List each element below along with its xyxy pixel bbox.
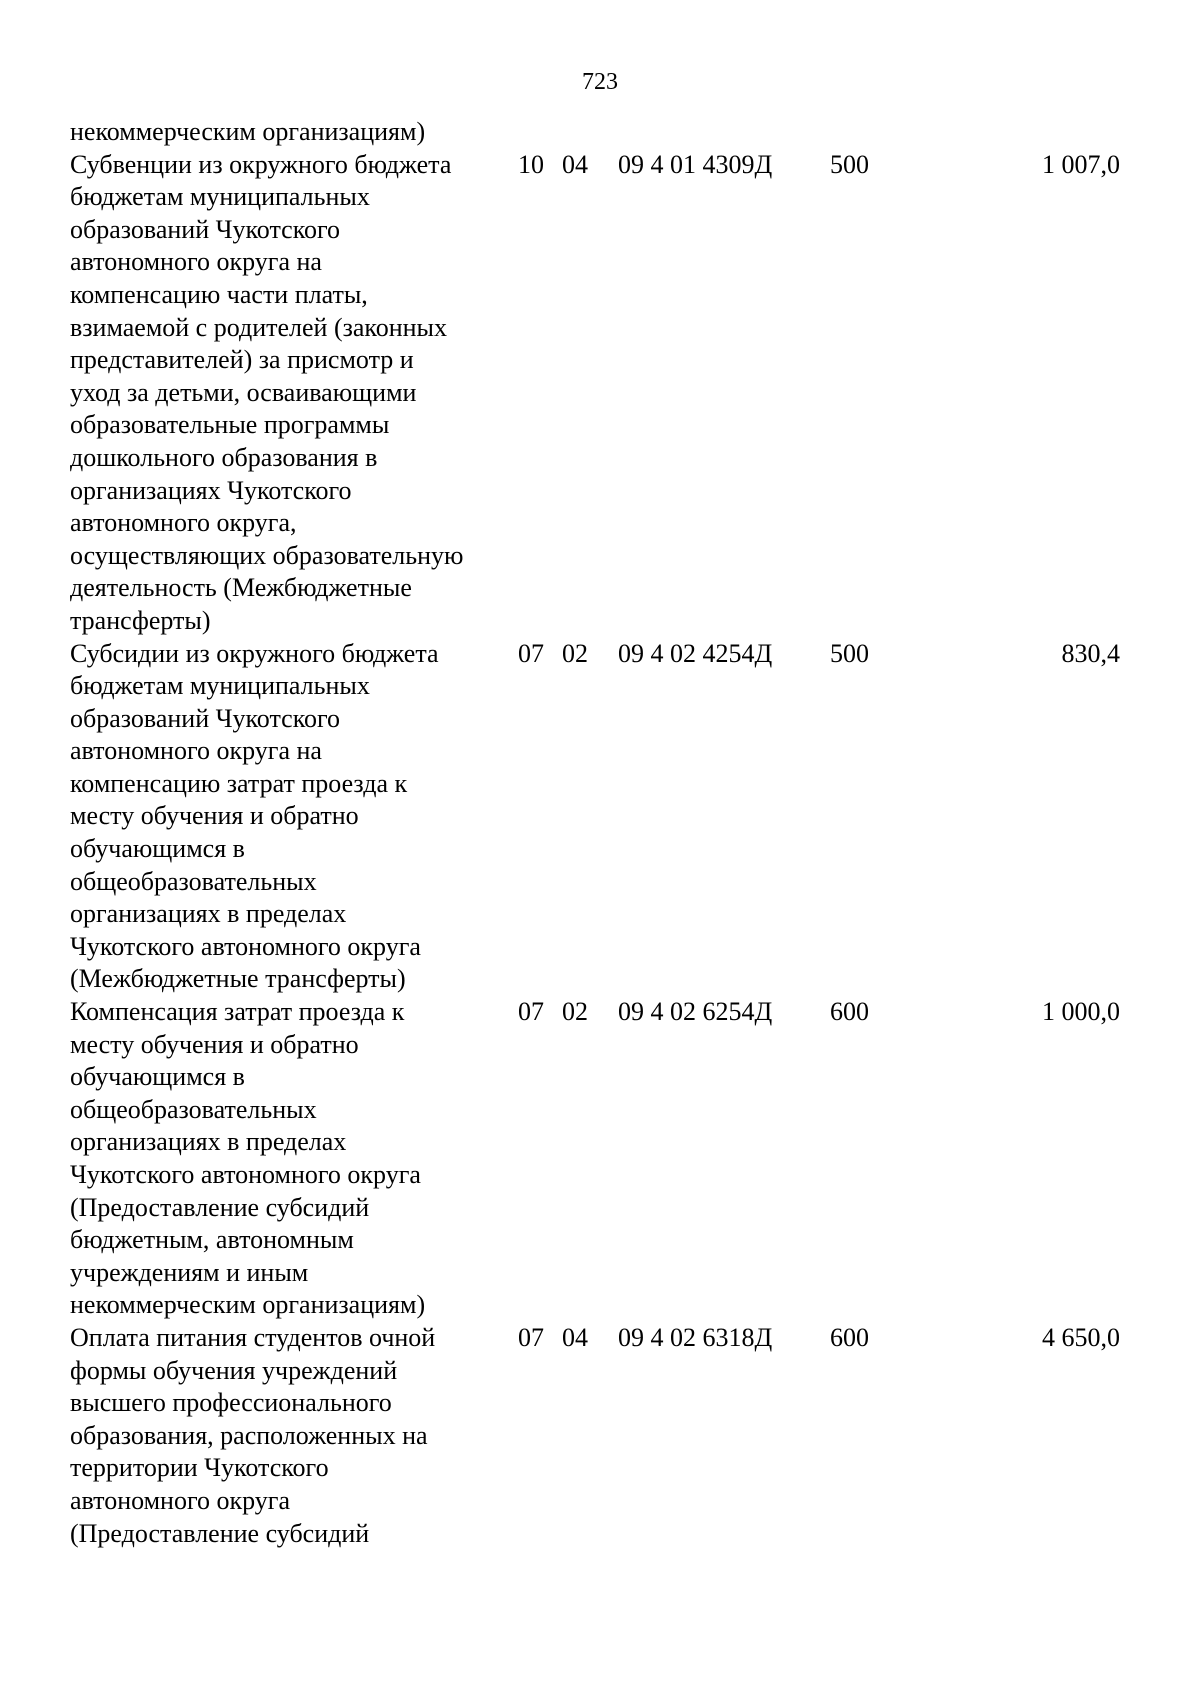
table-row [70,149,1120,638]
table-row [70,1322,1120,1550]
row-target-code: 09 4 02 4254Д [618,638,773,668]
row-description: Субсидии из окружного бюджета бюджетам муниципальных образований Чукотского автономного округа на компенсацию затрат проезда к месту обучения и обратно обучающимся в общеобразовательных организациях в пределах Чукотского автономного округа (Межбюджетные трансферты) [70,638,439,994]
row-subsection: 02 [562,997,588,1027]
row-subsection: 02 [562,638,588,668]
row-expense-kind: 600 [830,997,869,1027]
row-subsection: 04 [562,149,588,179]
row-amount: 4 650,0 [1042,1322,1120,1352]
row-description: Субвенции из окружного бюджета бюджетам муниципальных образований Чукотского автономного округа на компенсацию части платы, взимаемой с родителей (законных представителей) за присмотр и уход за детьми, осваивающими образовательные программы дошкольного образования в организациях Чукотского автономного округа, осуществляющих образовательную деятельность (Межбюджетные трансферты) [70,149,464,635]
row-amount: 1 007,0 [1042,149,1120,179]
row-section: 07 [518,997,544,1027]
row-subsection: 04 [562,1322,588,1352]
row-target-code: 09 4 01 4309Д [618,149,773,179]
table-row [70,116,1120,149]
row-target-code: 09 4 02 6318Д [618,1322,773,1352]
page-number: 723 [582,69,618,95]
row-amount: 1 000,0 [1042,997,1120,1027]
row-section: 10 [518,149,544,179]
row-expense-kind: 600 [830,1322,869,1352]
row-target-code: 09 4 02 6254Д [618,997,773,1027]
row-amount: 830,4 [1061,638,1120,668]
row-section: 07 [518,1322,544,1352]
table-row [70,638,1120,997]
row-description: Компенсация затрат проезда к месту обучения и обратно обучающимся в общеобразовательных организациях в пределах Чукотского автономного округа (Предоставление субсидий бюджетным, автономным учреждениям и иным некоммерческим организациям) [70,997,426,1320]
row-expense-kind: 500 [830,149,869,179]
row-expense-kind: 500 [830,638,869,668]
budget-table [70,116,1120,1550]
table-row [70,996,1120,1322]
row-section: 07 [518,638,544,668]
row-description: Оплата питания студентов очной формы обучения учреждений высшего профессионального образования, расположенных на территории Чукотского автономного округа (Предоставление субсидий [70,1322,436,1548]
row-description: некоммерческим организациям) [70,117,426,146]
